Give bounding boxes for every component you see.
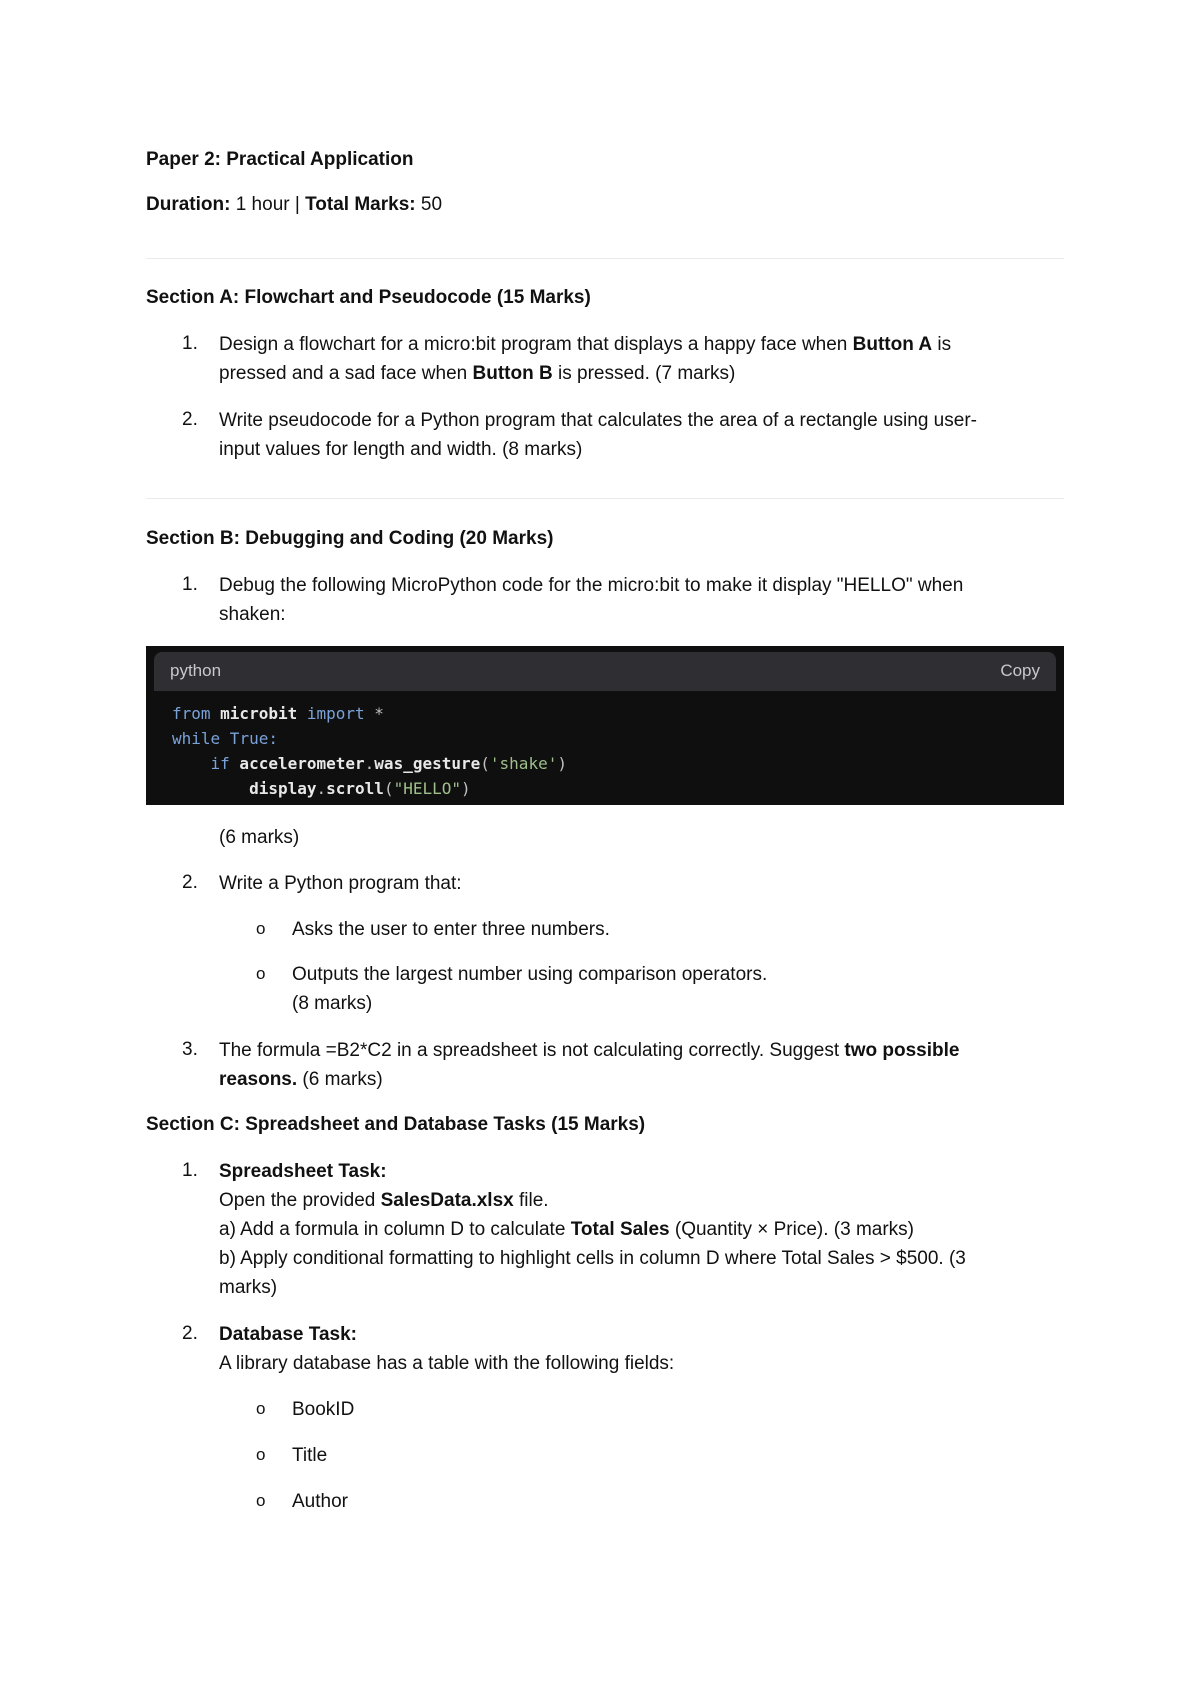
keyword: import <box>306 704 365 723</box>
bullet-icon: o <box>256 919 266 938</box>
code-content <box>172 701 567 801</box>
bullet-icon: o <box>256 1399 266 1418</box>
bullet-icon: o <box>256 1445 266 1464</box>
text: pressed and a sad face when <box>219 363 473 384</box>
bold-text: Button B <box>472 363 553 384</box>
code-token: scroll <box>326 779 384 798</box>
bullet-text: Outputs the largest number using comparison operators. <box>292 964 768 985</box>
total-marks-label: Total Marks: <box>305 194 416 215</box>
string-literal: "HELLO" <box>393 779 462 798</box>
question-text-line: shaken: <box>219 604 286 625</box>
code-token: * <box>364 704 384 723</box>
task-heading: Database Task: <box>219 1324 357 1345</box>
code-line <box>172 776 567 801</box>
question-text-line <box>219 359 735 388</box>
text: is <box>932 334 952 355</box>
question-number: 2. <box>182 1323 198 1344</box>
code-token: ( <box>480 754 490 773</box>
code-token: True: <box>220 729 278 748</box>
task-heading: Spreadsheet Task: <box>219 1161 387 1182</box>
code-line <box>172 751 567 776</box>
field-item: Title <box>292 1445 328 1466</box>
code-token: microbit <box>210 704 307 723</box>
text: The formula =B2*C2 in a spreadsheet is not calculating correctly. Suggest <box>219 1040 845 1061</box>
question-number: 2. <box>182 409 198 430</box>
bullet-icon: o <box>256 964 266 983</box>
keyword: while <box>172 729 221 748</box>
code-block-header <box>154 652 1056 691</box>
question-text-line: b) Apply conditional formatting to highlight cells in column D where Total Sales > $500. (3 <box>219 1248 966 1269</box>
exam-page <box>146 0 1064 1696</box>
code-token: . <box>364 754 375 773</box>
question-text-line <box>219 1186 549 1215</box>
bold-text: Total Sales <box>570 1219 670 1240</box>
keyword: from <box>172 704 211 723</box>
question-text-line: Debug the following MicroPython code for the micro:bit to make it display "HELLO" when <box>219 575 964 596</box>
code-token: display <box>249 779 317 798</box>
question-text-line: input values for length and width. (8 marks) <box>219 439 583 460</box>
text: a) Add a formula in column D to calculate <box>219 1219 571 1240</box>
code-line <box>172 701 567 726</box>
code-block <box>146 646 1064 805</box>
bold-text: Button A <box>852 334 933 355</box>
code-token: was_gesture <box>374 754 481 773</box>
indent <box>172 779 249 798</box>
code-token: accelerometer <box>229 754 365 773</box>
question-number: 2. <box>182 872 198 893</box>
bullet-icon: o <box>256 1491 266 1510</box>
code-language-label: python <box>170 661 222 680</box>
text: file. <box>513 1190 549 1211</box>
question-number: 1. <box>182 574 198 595</box>
duration-value: 1 hour | <box>230 194 306 215</box>
text: Design a flowchart for a micro:bit program that displays a happy face when <box>219 334 853 355</box>
indent <box>172 754 211 773</box>
question-text-line: A library database has a table with the following fields: <box>219 1353 675 1374</box>
code-token: ) <box>557 754 567 773</box>
code-token: . <box>316 779 327 798</box>
question-text-line <box>219 330 951 359</box>
text: (6 marks) <box>297 1069 383 1090</box>
duration-line <box>146 191 442 219</box>
bold-text: two possible <box>844 1040 960 1061</box>
question-text-line <box>219 1036 959 1065</box>
text: (Quantity × Price). (3 marks) <box>669 1219 915 1240</box>
section-a-title: Section A: Flowchart and Pseudocode (15 Marks) <box>146 287 591 308</box>
text: is pressed. (7 marks) <box>552 363 736 384</box>
question-marks: (8 marks) <box>292 993 373 1014</box>
page-title: Paper 2: Practical Application <box>146 149 414 170</box>
section-c-title: Section C: Spreadsheet and Database Tasks (15 Marks) <box>146 1114 646 1135</box>
bold-text: SalesData.xlsx <box>380 1190 514 1211</box>
question-number: 3. <box>182 1039 198 1060</box>
keyword: if <box>210 754 230 773</box>
bold-text: reasons. <box>219 1069 298 1090</box>
question-number: 1. <box>182 1160 198 1181</box>
string-literal: 'shake' <box>489 754 558 773</box>
bullet-text: Asks the user to enter three numbers. <box>292 919 610 940</box>
question-text-line: Write pseudocode for a Python program that calculates the area of a rectangle using user- <box>219 410 977 431</box>
duration-label: Duration: <box>146 194 231 215</box>
divider <box>146 498 1064 499</box>
code-token: ) <box>461 779 471 798</box>
question-text-line <box>219 1065 383 1094</box>
field-item: Author <box>292 1491 348 1512</box>
question-text-line: Write a Python program that: <box>219 873 462 894</box>
divider <box>146 258 1064 259</box>
section-b-title: Section B: Debugging and Coding (20 Marks) <box>146 528 554 549</box>
copy-button[interactable]: Copy <box>1000 661 1040 680</box>
code-line <box>172 726 567 751</box>
question-number: 1. <box>182 333 198 354</box>
question-marks: (6 marks) <box>219 827 300 848</box>
total-marks-value: 50 <box>415 194 443 215</box>
question-text-line <box>219 1215 914 1244</box>
question-text-line: marks) <box>219 1277 278 1298</box>
field-item: BookID <box>292 1399 355 1420</box>
code-token: ( <box>383 779 394 798</box>
text: Open the provided <box>219 1190 381 1211</box>
